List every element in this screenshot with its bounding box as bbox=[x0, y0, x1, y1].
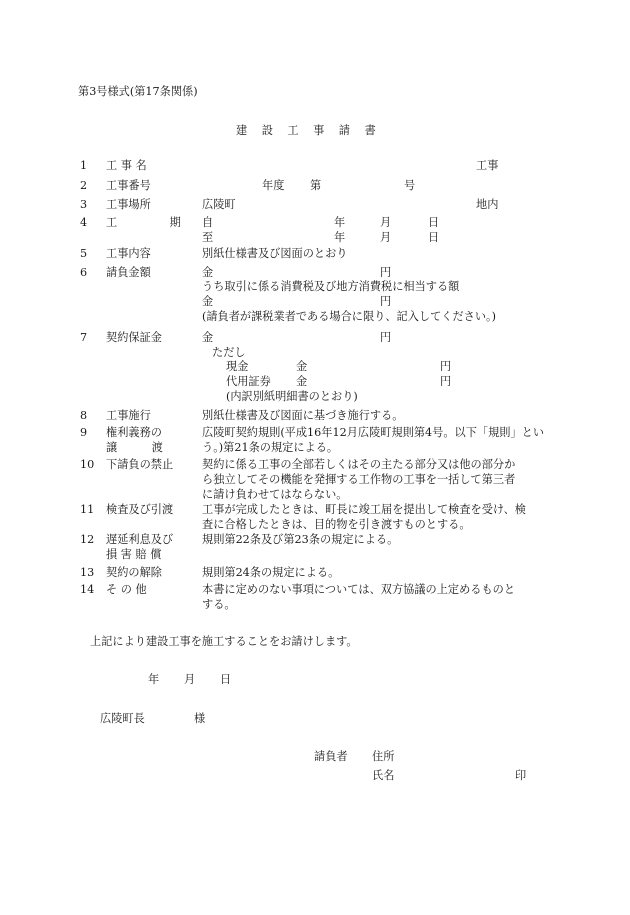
item-number: 14 bbox=[80, 583, 95, 596]
to-day: 日 bbox=[428, 231, 440, 244]
taxpayer-note: (請負者が課税業者である場合に限り、記入してください。) bbox=[202, 310, 497, 323]
construction-suffix: 工事 bbox=[476, 159, 499, 172]
seal-mark: 印 bbox=[515, 769, 527, 782]
item-content: 規則第24条の規定による。 bbox=[202, 566, 340, 579]
item-label: 工事番号 bbox=[106, 179, 151, 192]
item-label: 工 期 bbox=[106, 216, 191, 229]
address-label: 住所 bbox=[372, 750, 395, 763]
to-year: 年 bbox=[334, 231, 346, 244]
go-label: 号 bbox=[404, 179, 416, 192]
from-year: 年 bbox=[334, 216, 346, 229]
cash-label: 現金 bbox=[226, 360, 249, 373]
tax-en: 円 bbox=[380, 295, 392, 308]
dai-label: 第 bbox=[310, 179, 322, 192]
item-number: 8 bbox=[80, 409, 88, 422]
tax-note: うち取引に係る消費税及び地方消費税に相当する額 bbox=[202, 280, 460, 293]
item-content: 工事が完成したときは、町長に竣工届を提出して検査を受け、検査に合格したときは、目的物を引き渡すものとする。 bbox=[202, 503, 526, 531]
document-title: 建設工事請書 bbox=[236, 124, 391, 137]
item-label-2: 譲 渡 bbox=[106, 441, 167, 454]
item-content: 本書に定めのない事項については、双方協議の上定めるものとする。 bbox=[202, 583, 516, 611]
item-content-line2: う。)第21条の規定による。 bbox=[202, 441, 339, 454]
item-label-2: 損 害 賠 償 bbox=[106, 548, 162, 561]
item-label: 請負金額 bbox=[106, 266, 151, 279]
item-number: 4 bbox=[80, 216, 88, 229]
from-month: 月 bbox=[380, 216, 392, 229]
addressee: 広陵町長 bbox=[100, 712, 145, 725]
item-number: 12 bbox=[80, 533, 95, 546]
item-number: 10 bbox=[80, 458, 95, 471]
proviso-label: ただし bbox=[212, 346, 246, 359]
item-number: 3 bbox=[80, 198, 88, 211]
item-label: 下請負の禁止 bbox=[106, 458, 174, 471]
item-content-line1: 広陵町契約規則(平成16年12月広陵町規則第4号。以下「規則」とい bbox=[202, 426, 545, 439]
item-label: 検査及び引渡 bbox=[106, 503, 174, 516]
item-label: 遅延利息及び bbox=[106, 533, 174, 546]
item-content: 別紙仕様書及び図面のとおり bbox=[202, 247, 348, 260]
item-number: 5 bbox=[80, 247, 88, 260]
tax-kin: 金 bbox=[202, 295, 214, 308]
to-month: 月 bbox=[380, 231, 392, 244]
securities-label: 代用証券 bbox=[226, 375, 271, 388]
item-label: 工事施行 bbox=[106, 409, 151, 422]
date-month: 月 bbox=[184, 673, 196, 686]
securities-en: 円 bbox=[440, 375, 452, 388]
item-number: 9 bbox=[80, 426, 88, 439]
fiscal-year-label: 年度 bbox=[262, 179, 285, 192]
date-year: 年 bbox=[148, 673, 160, 686]
detail-note: (内訳別紙明細書のとおり) bbox=[226, 390, 358, 403]
item-number: 6 bbox=[80, 266, 88, 279]
date-day: 日 bbox=[220, 673, 232, 686]
item-label: 工事内容 bbox=[106, 247, 151, 260]
name-label: 氏名 bbox=[372, 769, 395, 782]
amount-kin: 金 bbox=[202, 266, 214, 279]
item-label: 契約の解除 bbox=[106, 566, 162, 579]
item-label: 権利義務の bbox=[106, 426, 162, 439]
amount-en: 円 bbox=[380, 266, 392, 279]
item-label: 契約保証金 bbox=[106, 331, 162, 344]
contractor-label: 請負者 bbox=[314, 750, 348, 763]
securities-kin: 金 bbox=[296, 375, 308, 388]
item-label: 工 事 名 bbox=[106, 159, 147, 172]
cash-en: 円 bbox=[440, 360, 452, 373]
addressee-honorific: 様 bbox=[194, 712, 206, 725]
item-label: そ の 他 bbox=[106, 583, 147, 596]
item-number: 7 bbox=[80, 331, 88, 344]
item-number: 2 bbox=[80, 179, 88, 192]
item-number: 11 bbox=[80, 503, 95, 516]
item-number: 1 bbox=[80, 159, 88, 172]
period-to: 至 bbox=[202, 231, 214, 244]
deposit-kin: 金 bbox=[202, 331, 214, 344]
cash-kin: 金 bbox=[296, 360, 308, 373]
item-label: 工事場所 bbox=[106, 198, 151, 211]
deposit-en: 円 bbox=[380, 331, 392, 344]
site-town: 広陵町 bbox=[202, 198, 236, 211]
period-from: 自 bbox=[202, 216, 214, 229]
item-number: 13 bbox=[80, 566, 95, 579]
from-day: 日 bbox=[428, 216, 440, 229]
item-content: 契約に係る工事の全部若しくはその主たる部分又は他の部分から独立してその機能を発揮する工作物の工事を一括して第三者に請け負わせてはならない。 bbox=[202, 458, 516, 501]
acceptance-statement: 上記により建設工事を施工することをお請けします。 bbox=[90, 635, 358, 648]
form-number: 第3号様式(第17条関係) bbox=[78, 85, 198, 98]
site-suffix: 地内 bbox=[476, 198, 499, 211]
item-content: 別紙仕様書及び図面に基づき施行する。 bbox=[202, 409, 404, 422]
item-content: 規則第22条及び第23条の規定による。 bbox=[202, 533, 399, 546]
